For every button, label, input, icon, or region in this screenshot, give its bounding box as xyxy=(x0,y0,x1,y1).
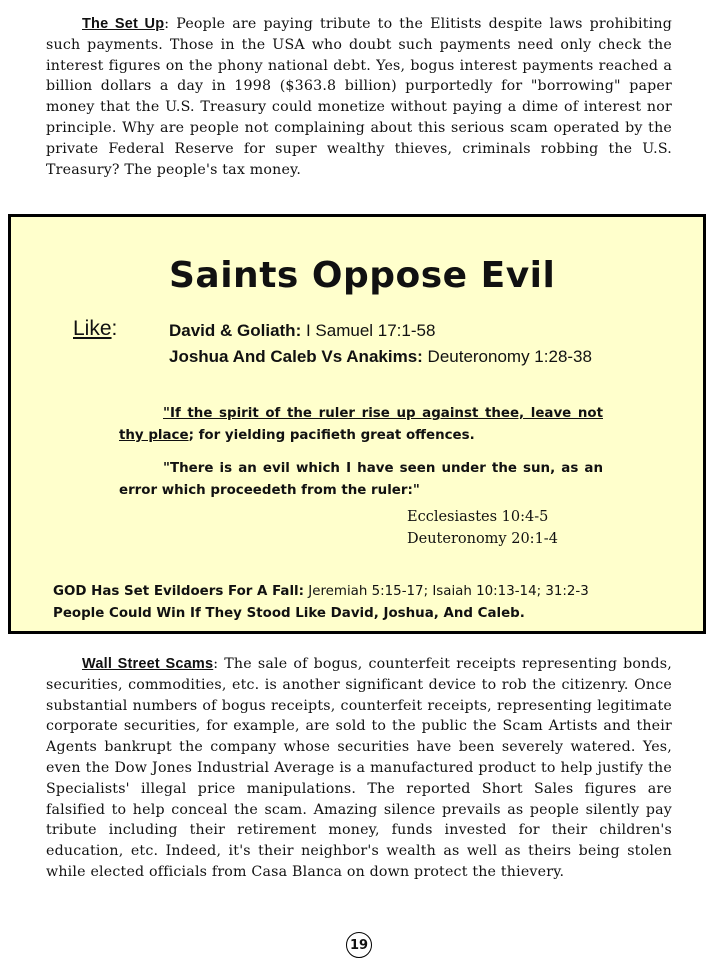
example-joshua-caleb xyxy=(169,347,592,367)
callout-footer-line2: People Could Win If They Stood Like David, Joshua, And Caleb. xyxy=(53,606,525,621)
intro-paragraph xyxy=(46,14,672,180)
wall-street-heading: Wall Street Scams xyxy=(82,656,214,672)
quote-underlined: "If the spirit of the ruler rise up against thee, leave not thy place xyxy=(119,406,603,443)
footer-label: GOD Has Set Evildoers For A Fall: xyxy=(53,584,305,599)
like-label xyxy=(73,317,117,341)
quote-ruler-spirit xyxy=(119,403,603,447)
like-label-colon: : xyxy=(111,317,118,340)
intro-heading: The Set Up xyxy=(82,16,165,32)
wall-street-text: : The sale of bogus, counterfeit receipts representing bonds, securities, commodities, etc. is another significant device to rob the citizenry. Once substantial numbers of bogus receipts, counterfeit receipts, representing legitimate corporate securities, for example, are sold to the public the Scam Artists and their Agents bankrupt the company whose securities have been severely watered. Yes, even the Dow Jones Industrial Average is a manufactured product to help justify the Specialists' illegal price manipulations. The reported Short Sales figures are falsified to help conceal the scam. Amazing silence prevails as people silently pay tribute including their retirement money, funds invested for their children's education, etc. Indeed, it's their neighbor's wealth as well as theirs being stolen while elected officials from Casa Blanca on down protect the thievery. xyxy=(46,656,672,880)
callout-box xyxy=(8,214,706,634)
wall-street-paragraph xyxy=(46,654,672,883)
example-name: Joshua And Caleb Vs Anakims: xyxy=(169,347,423,366)
quote-rest: ; for yielding pacifieth great offences. xyxy=(188,428,475,443)
callout-footer-refs xyxy=(53,584,589,599)
callout-title: Saints Oppose Evil xyxy=(169,255,556,296)
intro-text: : People are paying tribute to the Elitists despite laws prohibiting such payments. Those in the USA who doubt such payments need only check the interest figures on the phony national debt. Yes, bogus interest payments reached a billion dollars a day in 1998 ($363.8 billion) purportedly for "borrowing" paper money that the U.S. Treasury could monetize without paying a dime of interest nor principle. Why are people not complaining about this serious scam operated by the private Federal Reserve for super wealthy thieves, criminals robbing the U.S. Treasury? The people's tax money. xyxy=(46,16,672,178)
citation-ecclesiastes: Ecclesiastes 10:4-5 xyxy=(407,509,549,525)
quote-evil-under-sun: "There is an evil which I have seen under the sun, as an error which proceedeth from the ruler:" xyxy=(119,461,603,498)
example-ref: Deuteronomy 1:28-38 xyxy=(422,347,592,366)
example-name: David & Goliath: xyxy=(169,321,302,340)
example-david-goliath xyxy=(169,321,435,341)
footer-refs: Jeremiah 5:15-17; Isaiah 10:13-14; 31:2-3 xyxy=(304,584,589,599)
page-number: 19 xyxy=(346,932,372,958)
citation-deuteronomy: Deuteronomy 20:1-4 xyxy=(407,531,558,547)
like-label-text: Like xyxy=(73,317,112,340)
example-ref: I Samuel 17:1-58 xyxy=(301,321,436,340)
